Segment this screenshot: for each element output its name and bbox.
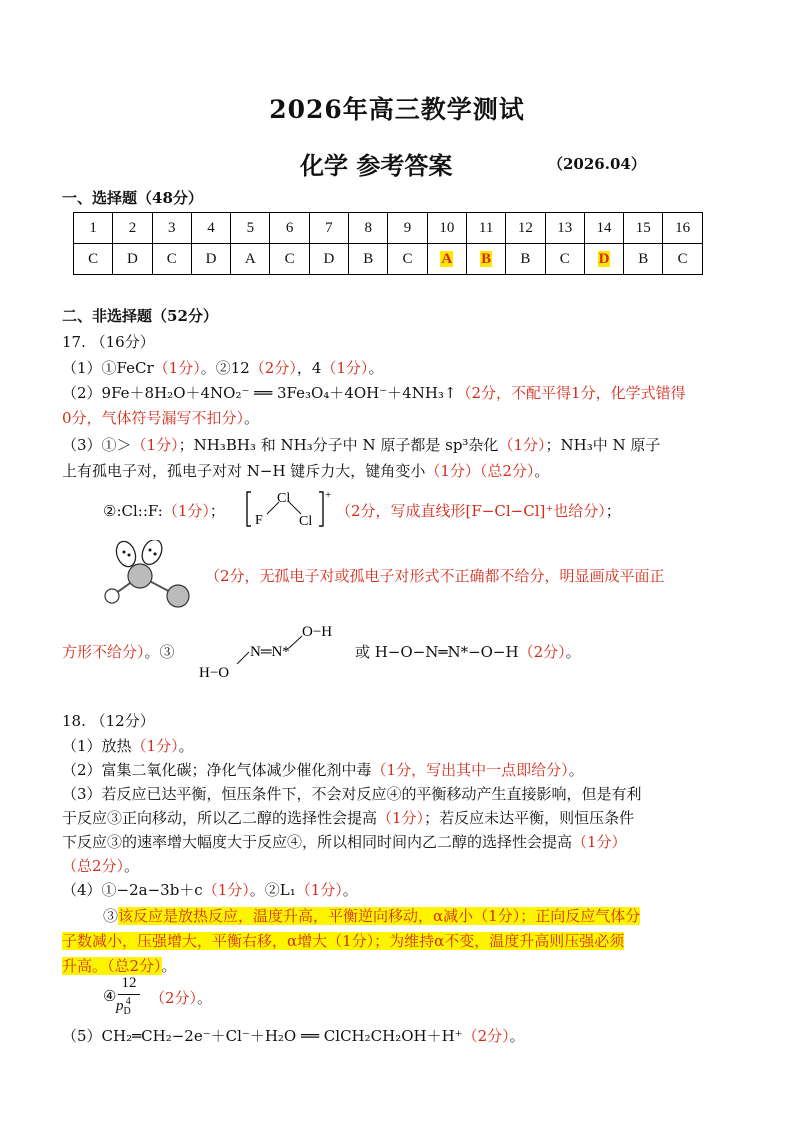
atom-label: Cl — [299, 514, 313, 529]
q17-part3-line1 — [62, 434, 660, 455]
highlighted-answer: 子数减小，压强增大，平衡右移，α增大（1分）；为维持α不变，温度升高则压强必须 — [62, 932, 625, 950]
page-subtitle: 化学 参考答案 — [300, 151, 453, 180]
score: （1分） — [377, 809, 425, 827]
text: 。②L₁ — [249, 881, 296, 899]
q-number: 5 — [231, 213, 270, 244]
score: （1分） — [131, 436, 179, 454]
q18-part4 — [62, 879, 358, 900]
section1-heading: 一、选择题（48分） — [62, 189, 203, 207]
central-atom — [128, 564, 152, 588]
highlighted-answer: 该反应是放热反应，温度升高，平衡逆向移动，α减小（1分）；正向反应气体分 — [118, 907, 641, 925]
group-label: N═N* — [250, 644, 290, 660]
score: （1分，写出其中一点即给分） — [371, 761, 569, 779]
score: （1分） — [321, 359, 369, 377]
score: 方形不给分） — [62, 643, 145, 661]
answer-cell: C — [545, 244, 584, 275]
text: （4）①−2a−3b＋c — [62, 881, 203, 899]
answer-cell: C — [74, 244, 113, 275]
q17-part2-line1 — [62, 382, 686, 403]
q-number: 4 — [191, 213, 230, 244]
q18-part4-4-score — [150, 987, 212, 1008]
q18-header: 18. （12分） — [62, 712, 155, 730]
text: 。 — [124, 857, 140, 875]
text: 。 — [534, 462, 550, 480]
score: （2分，写成直线形[F−Cl−Cl]⁺也给分） — [336, 502, 606, 520]
text: 。 — [342, 881, 358, 899]
fraction-denominator — [116, 996, 136, 1017]
text: ； — [209, 502, 225, 520]
score: （1分） — [202, 881, 250, 899]
subscript: D — [123, 1006, 131, 1017]
score: （2分，不配平得1分，化学式错得 — [456, 384, 686, 402]
answer-table — [73, 212, 703, 275]
section2-heading: 二、非选择题（52分） — [62, 307, 218, 325]
score: （1分） — [131, 737, 179, 755]
score: （1分） — [162, 502, 210, 520]
hyponitrous-acid-structure — [195, 620, 355, 682]
text: ③ — [103, 907, 119, 925]
q18-part2 — [62, 759, 584, 780]
q18-part4-3-line3 — [62, 955, 177, 976]
q-number: 9 — [388, 213, 427, 244]
q-number: 2 — [113, 213, 152, 244]
text: 。③ — [144, 643, 175, 661]
q-number: 1 — [74, 213, 113, 244]
score: （1分） — [295, 881, 343, 899]
exam-date: （2026.04） — [548, 155, 646, 173]
answer-cell: D — [113, 244, 152, 275]
score: （总2分） — [62, 857, 125, 875]
q17-model-note — [205, 565, 665, 586]
q18-part4-3-line1 — [103, 905, 640, 926]
q17-part3-line2 — [62, 460, 549, 481]
q17-model-note2 — [62, 641, 175, 662]
molecular-model-diagram — [100, 540, 200, 608]
q-number: 15 — [624, 213, 663, 244]
bond-line — [237, 652, 249, 664]
answer-cell: B — [624, 244, 663, 275]
text: 。 — [509, 1027, 525, 1045]
score: （2分） — [249, 359, 297, 377]
q17-part1 — [62, 357, 383, 378]
text: ，4 — [296, 359, 322, 377]
answer-cell: C — [270, 244, 309, 275]
answer-letters-row — [74, 244, 703, 275]
text: ；NH₃中 N 原子 — [545, 436, 661, 454]
score: （2分） — [462, 1027, 510, 1045]
text: 。 — [161, 957, 177, 975]
q18-part4-3-line2 — [62, 930, 624, 951]
answer-cell: B — [349, 244, 388, 275]
q-number: 3 — [152, 213, 191, 244]
answer-cell — [427, 244, 466, 275]
text: 。 — [565, 643, 581, 661]
answer-cell: D — [191, 244, 230, 275]
answer-numbers-row — [74, 213, 703, 244]
text: （1）①FeCr — [62, 359, 154, 377]
equation: （5）CH₂═CH₂−2e⁻＋Cl⁻＋H₂O ══ ClCH₂CH₂OH＋H⁺ — [62, 1027, 463, 1045]
equation: （2）9Fe＋8H₂O＋4NO₂⁻ ══ 3Fe₃O₄＋4OH⁻＋4NH₃↑ — [62, 384, 457, 402]
bracket-left — [247, 492, 251, 526]
lewis-cl: :Cl: — [116, 502, 143, 520]
q17-part3-3 — [355, 641, 581, 662]
electron-dot — [128, 554, 131, 557]
q17-part2-line2 — [62, 407, 259, 428]
q18-part5 — [62, 1025, 525, 1046]
text: 。 — [568, 761, 584, 779]
answer-cell: A — [231, 244, 270, 275]
answer-cell: B — [506, 244, 545, 275]
q-number: 14 — [584, 213, 623, 244]
atom-label: F — [255, 513, 263, 528]
symbol: p — [116, 998, 124, 1014]
score: （2分） — [150, 989, 198, 1007]
text: ；NH₃BH₃ 和 NH₃分子中 N 原子都是 sp³杂化 — [178, 436, 499, 454]
text: ④ — [103, 987, 117, 1005]
q18-part1 — [62, 735, 194, 756]
page-title: 2026年高三教学测试 — [269, 95, 525, 124]
score: （1分） — [572, 833, 627, 851]
q-number: 6 — [270, 213, 309, 244]
text: （2）富集二氧化碳；净化气体减少催化剂中毒 — [62, 761, 372, 779]
score: （2分） — [518, 643, 566, 661]
electron-dot — [123, 551, 126, 554]
q18-part4-4 — [103, 987, 116, 1005]
score: 0分，气体符号漏写不扣分） — [62, 409, 245, 427]
bracket-right — [319, 492, 323, 526]
text: 于反应③正向移动，所以乙二醇的选择性会提高 — [62, 809, 378, 827]
text: ； — [605, 502, 621, 520]
q-number: 12 — [506, 213, 545, 244]
answer-highlight: D — [598, 250, 610, 267]
q18-part3-line1: （3）若反应已达平衡，恒压条件下，不会对反应④的平衡移动产生直接影响，但是有利 — [62, 785, 642, 803]
electron-dot — [154, 553, 157, 556]
answer-cell — [466, 244, 505, 275]
group-label: O−H — [302, 624, 333, 640]
score: （1分） — [153, 359, 201, 377]
answer-cell: C — [388, 244, 427, 275]
score: （1分） — [498, 436, 546, 454]
q-number: 11 — [466, 213, 505, 244]
q18-part3-line3 — [62, 831, 627, 852]
superscript: 4 — [125, 996, 131, 1007]
q-number: 10 — [427, 213, 466, 244]
text: 。 — [178, 737, 194, 755]
highlighted-answer: 升高。（总2分） — [62, 957, 162, 975]
cl2f-cation-structure — [245, 488, 335, 530]
text: 上有孤电子对，孤电子对对 N−H 键斥力大，键角变小 — [62, 462, 426, 480]
answer-cell: D — [309, 244, 348, 275]
answer-highlight: A — [441, 250, 453, 267]
text: 。②12 — [200, 359, 250, 377]
score: （1分）（总2分） — [425, 462, 535, 480]
bond-line — [289, 502, 301, 514]
formula: 或 H−O−N═N*−O−H — [355, 643, 519, 661]
text: 。 — [197, 989, 213, 1007]
text: （3）①＞ — [62, 436, 132, 454]
answer-highlight: B — [481, 250, 492, 267]
terminal-atom — [167, 585, 189, 607]
answer-cell: C — [663, 244, 702, 275]
q17-header: 17. （16分） — [62, 333, 155, 351]
text: （1）放热 — [62, 737, 132, 755]
fraction-numerator: 12 — [121, 975, 137, 991]
answer-cell — [584, 244, 623, 275]
q18-part3-line2 — [62, 807, 634, 828]
score: （2分，无孤电子对或孤电子对形式不正确都不给分，明显画成平面正 — [205, 567, 665, 585]
text: ② — [103, 502, 117, 520]
q17-part3-2 — [103, 500, 225, 521]
q-number: 16 — [663, 213, 702, 244]
text: 。 — [368, 359, 384, 377]
group-label: H−O — [199, 665, 230, 681]
q18-part3-line4 — [62, 855, 139, 876]
atom-label: Cl — [277, 491, 291, 506]
lewis-f: :F: — [142, 502, 163, 520]
text: 。 — [244, 409, 260, 427]
q-number: 13 — [545, 213, 584, 244]
q-number: 8 — [349, 213, 388, 244]
lone-pair-lobe — [138, 540, 165, 568]
text: 下反应③的速率增大幅度大于反应④，所以相同时间内乙二醇的选择性会提高 — [62, 833, 573, 851]
terminal-atom — [105, 589, 119, 603]
bond-line — [289, 636, 302, 648]
answer-cell: C — [152, 244, 191, 275]
charge-label: + — [325, 489, 332, 501]
q-number: 7 — [309, 213, 348, 244]
q17-part3-2-note — [336, 500, 621, 521]
text: ；若反应未达平衡，则恒压条件 — [424, 809, 635, 827]
electron-dot — [149, 549, 152, 552]
fraction-bar — [118, 994, 140, 995]
